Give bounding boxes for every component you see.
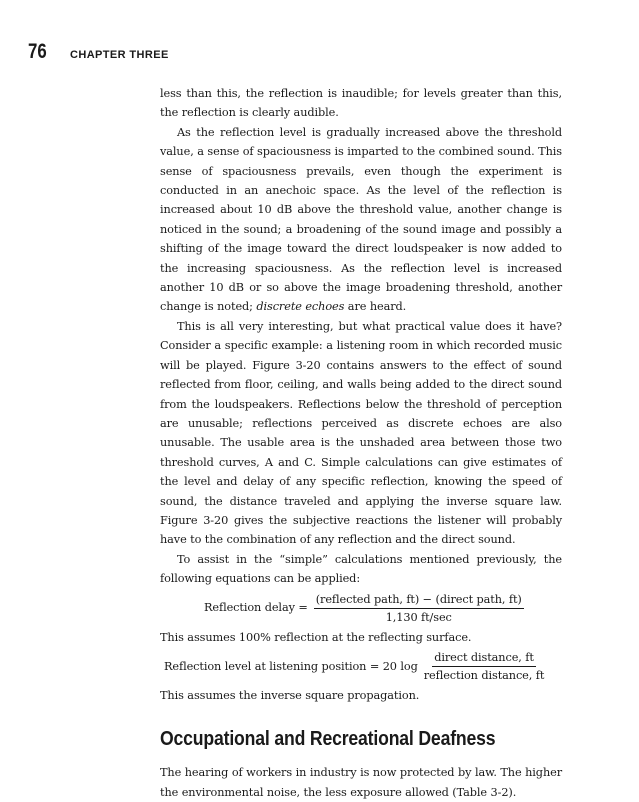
paragraph-text: are heard. bbox=[344, 300, 407, 314]
paragraph: This is all very interesting, but what practical value does it have? Consider a specific example: a listening room in which recorded music will be played. Figure 3-20 contains answers to the effect of sound reflected from floor, ceiling, and walls being added to the direct sound from the loudspeakers. Reflections below the threshold of perception are unusable; reflections perceived as discrete echoes are also unusable. The usable area is the unshaded area between those two threshold curves, A and C. Simple calculations can give estimates of the level and delay of any specific reflection, knowing the speed of sound, the distance traveled and applying the inverse square law. Figure 3-20 gives the subjective reactions the listener will probably have to the combination of any reflection and the direct sound. bbox=[160, 319, 562, 547]
section-heading: Occupational and Recreational Deafness bbox=[160, 727, 496, 751]
chapter-title: CHAPTER THREE bbox=[70, 49, 169, 61]
paragraph bbox=[160, 123, 562, 317]
paragraph: less than this, the reflection is inaudible; for levels greater than this, the reflection is clearly audible. bbox=[160, 87, 562, 120]
fraction-numerator: direct distance, ft bbox=[432, 649, 536, 667]
equation-note: This assumes 100% reflection at the reflecting surface. bbox=[160, 630, 472, 644]
emphasis-discrete-echoes: discrete echoes bbox=[256, 300, 345, 314]
paragraph: To assist in the “simple” calculations mentioned previously, the following equations can be applied: bbox=[160, 552, 562, 586]
fraction bbox=[424, 649, 545, 684]
paragraph-text: As the reflection level is gradually increased above the threshold value, a sense of spaciousness is imparted to the combined sound. This sense of spaciousness prevails, even though the experiment is conducted in an anechoic space. As the level of the reflection is increased about 10 dB above the threshold value, another change is noticed in the sound; a broadening of the sound image and possibly a shifting of the image toward the direct loudspeaker is now added to the increasing spaciousness. As the reflection level is increased another 10 dB or so above the image broadening threshold, another change is noted; bbox=[160, 125, 562, 314]
fraction-denominator: reflection distance, ft bbox=[423, 668, 545, 682]
equation-reflection-delay bbox=[160, 591, 562, 626]
equation-lhs: Reflection level at listening position = 20 log bbox=[164, 659, 418, 673]
fraction-numerator: (reflected path, ft) − (direct path, ft) bbox=[314, 591, 524, 609]
fraction bbox=[314, 591, 524, 626]
body-text bbox=[160, 84, 562, 802]
running-header bbox=[28, 40, 169, 64]
equation-note: This assumes the inverse square propagation. bbox=[160, 688, 420, 702]
equation-lhs: Reflection delay = bbox=[204, 601, 308, 615]
fraction-denominator: 1,130 ft/sec bbox=[385, 610, 452, 624]
paragraph: The hearing of workers in industry is now protected by law. The higher the environmental noise, the less exposure allowed (Table 3-2). bbox=[160, 766, 562, 799]
equation-reflection-level bbox=[160, 649, 562, 684]
page-number: 76 bbox=[28, 40, 47, 63]
